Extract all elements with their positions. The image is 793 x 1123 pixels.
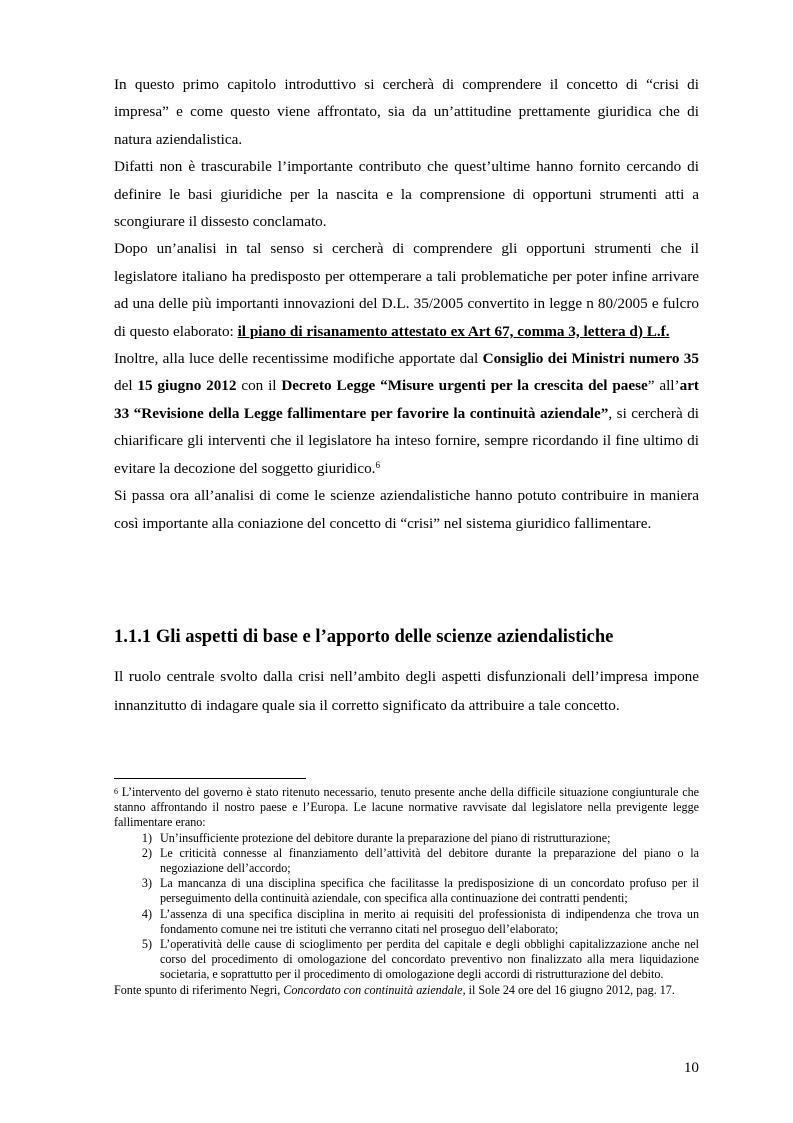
reforms-bold-date: 15 giugno 2012: [137, 377, 237, 395]
footnote-list-item: [114, 846, 699, 876]
source-text-2: , il Sole 24 ore del 16 giugno 2012, pag. 17.: [462, 982, 675, 997]
footnote-intro: [114, 785, 699, 831]
footnote-list-item: [114, 937, 699, 983]
footnote-list: [114, 831, 699, 983]
reforms-bold-council: Consiglio dei Ministri numero 35: [482, 350, 699, 368]
list-item-number: 3): [141, 876, 152, 891]
footnote-reference: 6: [375, 459, 380, 470]
paragraph-instruments-text: Dopo un’analisi in tal senso si cercherà di comprendere gli opportuni strumenti che il legislatore italiano ha predisposto per ottemperare a tali problematiche per poter infine arrivare ad una delle più importanti innovazioni del D.L. 35/2005 convertito in legge n 80/2005 e fulcro di questo elaborato:: [114, 240, 699, 340]
paragraph-reforms: [114, 345, 699, 482]
list-item-number: 5): [141, 937, 152, 952]
section-paragraph: Il ruolo centrale svolto dalla crisi nell’ambito degli aspetti disfunzionali dell’impresa impone innanzitutto di indagare quale sia il corretto significato da attribuire a tale concetto.: [114, 668, 699, 714]
list-item-number: 1): [141, 830, 152, 845]
footnote-source: [114, 983, 699, 998]
footnote-block: [114, 785, 699, 998]
footnote-list-item: [114, 907, 699, 937]
reforms-bold-article: art 33 “Revisione della Legge fallimentare per favorire la continuità aziendale”: [114, 377, 699, 422]
list-item-number: 4): [141, 906, 152, 921]
footnote-separator: [114, 778, 306, 779]
body-text: [114, 71, 699, 537]
list-item-number: 2): [141, 845, 152, 860]
footnote-intro-text: L’intervento del governo è stato ritenuto necessario, tenuto presente anche della difficile situazione congiunturale che stanno affrontando il nostro paese e l’Europa. Le lacune normative ravvisate dal legislatore nella previgente legge fallimentare erano:: [114, 785, 699, 830]
paragraph-intro: In questo primo capitolo introduttivo si cercherà di comprendere il concetto di “crisi di impresa” e come questo viene affrontato, sia da un’attitudine prettamente giuridica che di natura aziendalistica.: [114, 76, 699, 148]
reforms-text-5: , si cercherà di chiarificare gli interventi che il legislatore ha inteso fornire, sempre ricordando il fine ultimo di evitare la decozione del soggetto giuridico.: [114, 404, 700, 477]
footnote-list-item: [114, 876, 699, 906]
footnote-marker: 6: [114, 787, 118, 796]
page-number: 10: [683, 1059, 699, 1076]
reforms-text-3: con il: [236, 377, 282, 395]
reforms-text-1: Inoltre, alla luce delle recentissime modifiche apportate dal: [114, 350, 483, 368]
list-item-text: La mancanza di una disciplina specifica che facilitasse la predisposizione di un concordato profuso per il perseguimento della continuità aziendale, con specifica alla continuazione dei contratti pendenti;: [160, 876, 699, 906]
thesis-focus-underlined: il piano di risanamento attestato ex Art 67, comma 3, lettera d) L.f.: [237, 322, 670, 340]
paragraph-contribution: Difatti non è trascurabile l’importante contributo che quest’ultime hanno fornito cercando di definire le basi giuridiche per la nascita e la comprensione di opportuni strumenti atti a scongiurare il dissesto conclamato.: [114, 158, 699, 231]
reforms-text-4: ” all’: [647, 377, 680, 395]
paragraph-transition: Si passa ora all’analisi di come le scienze aziendalistiche hanno potuto contribuire in maniera così importante alla coniazione del concetto di “crisi” nel sistema giuridico fallimentare.: [114, 487, 699, 532]
list-item-text: Un’insufficiente protezione del debitore durante la preparazione del piano di ristrutturazione;: [160, 830, 611, 845]
reforms-bold-decree: Decreto Legge “Misure urgenti per la crescita del paese: [281, 377, 648, 395]
list-item-text: Le criticità connesse al finanziamento dell’attività del debitore durante la preparazione del piano o la negoziazione dell’accordo;: [160, 845, 699, 876]
source-text-1: Fonte spunto di riferimento Negri,: [114, 982, 284, 997]
section-heading: 1.1.1 Gli aspetti di base e l’apporto delle scienze aziendalistiche: [114, 626, 614, 647]
reforms-text-2: del: [114, 377, 138, 395]
source-title-italic: Concordato con continuità aziendale: [283, 982, 463, 997]
list-item-text: L’operatività delle cause di scioglimento per perdita del capitale e degli obblighi capitalizzazione anche nel corso del procedimento di omologazione del concordato preventivo non finalizzato alla mera liquidazione societaria, e soprattutto per il procedimento di omologazione degli accordi di ristrutturazione del debito.: [160, 937, 699, 982]
paragraph-instruments: [114, 235, 699, 345]
list-item-text: L’assenza di una specifica disciplina in merito ai requisiti del professionista di indipendenza che trova un fondamento comune nei tre istituti che verranno citati nel proseguo dell’elaborato;: [160, 906, 699, 936]
footnote-list-item: [114, 831, 699, 846]
